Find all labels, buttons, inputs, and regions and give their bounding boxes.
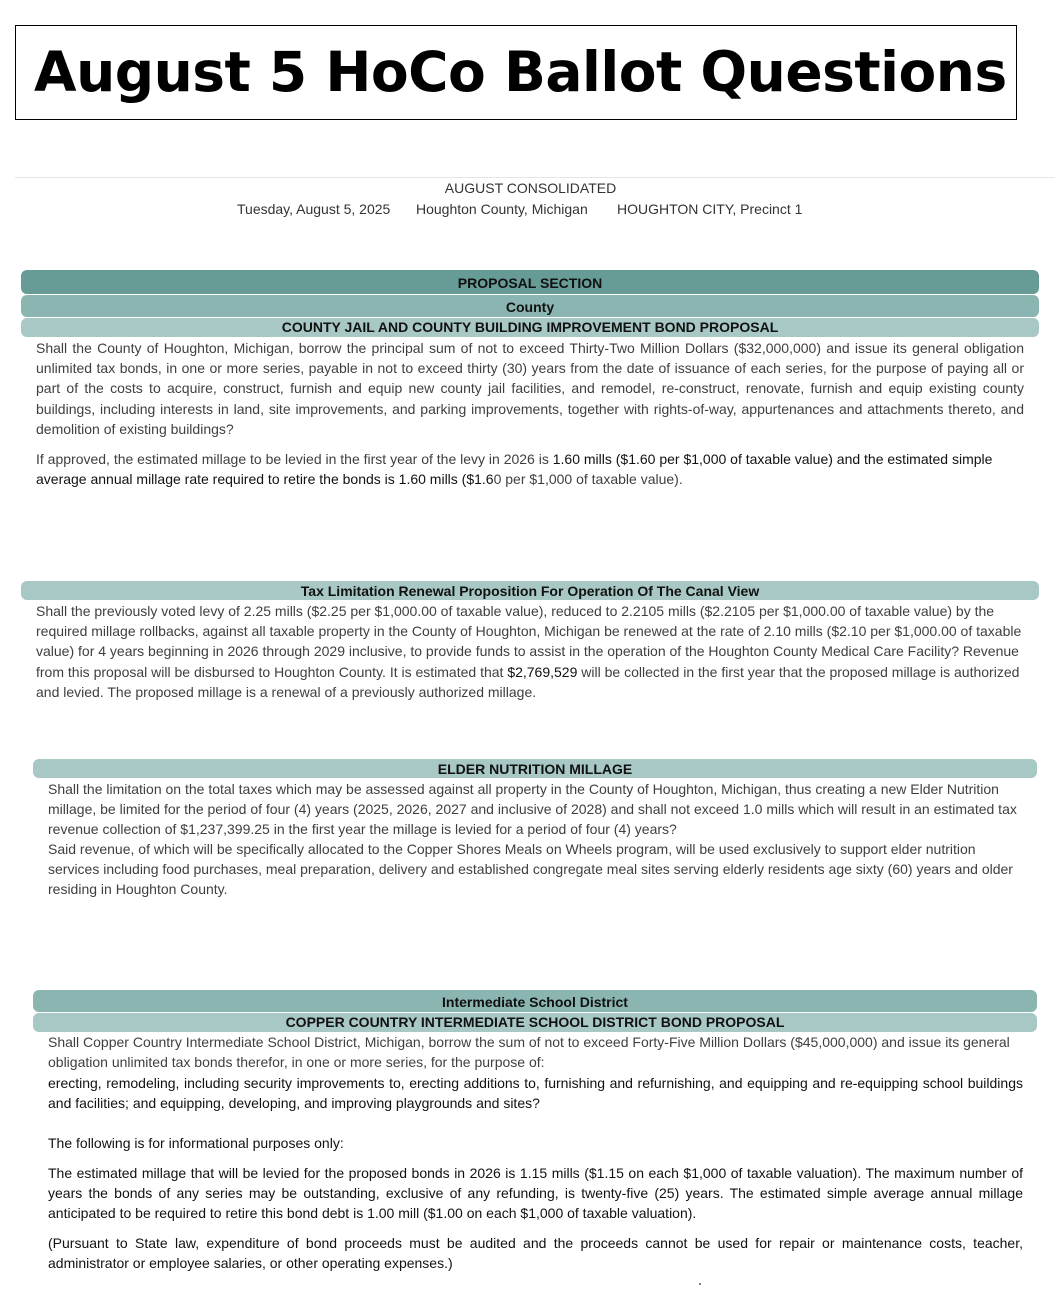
- isd-bond-text-1: Shall Copper Country Intermediate School District, Michigan, borrow the sum of not to exceed Forty-Five Million Dollars ($45,000,000) and issue its general obligation unlimited tax bonds therefor, in one or more series, for the purpose of:: [48, 1034, 1010, 1071]
- elder-nutrition-text-1: Shall the limitation on the total taxes which may be assessed against all property in the County of Houghton, Michigan, thus creating a new Elder Nutrition millage, be limited for the period of four (4) years (2025, 2026, 2027 and inclusive of 2028) and shall not exceed 1.0 mills which will result in an estimated tax revenue collection of $1,237,399.25 in the first year the millage is levied for a period of four (4) years?: [48, 781, 1017, 838]
- isd-bond-text-2: erecting, remodeling, including security improvements to, erecting additions to, furnishing and refurnishing, and equipping and re-equipping school buildings and facilities; and equipping, developing, and improving playgrounds and sites?: [48, 1075, 1023, 1112]
- isd-header: [33, 990, 1037, 1012]
- proposal-section-header: [21, 270, 1039, 294]
- election-name: AUGUST CONSOLIDATED: [444, 180, 617, 196]
- elder-nutrition-text-2: Said revenue, of which will be specifically allocated to the Copper Shores Meals on Wheels program, will be used exclusively to support elder nutrition services including food purchases, meal preparation, delivery and established congregate meal sites serving elderly residents age sixty (60) years and older residing in Houghton County.: [48, 841, 1013, 898]
- canal-view-amount: $2,769,529: [507, 663, 578, 680]
- jail-bond-question: Shall the County of Houghton, Michigan, borrow the principal sum of not to exceed Thirty-Two Million Dollars ($32,000,000) and issue its general obligation unlimited tax bonds, in one or more series, payable in not to exceed thirty (30) years from the date of issuance of each series, for the purpose of paying all or part of the costs to acquire, construct, furnish and equip new county jail facilities, and remodel, re-construct, renovate, furnish and equip existing county buildings, including interests in land, site improvements, and parking improvements, together with rights-of-way, appurtenances and attachments thereto, and demolition of existing buildings?: [36, 340, 1024, 437]
- county-label: County: [505, 299, 555, 315]
- divider: [15, 177, 1055, 178]
- isd-bond-text-4: (Pursuant to State law, expenditure of bond proceeds must be audited and the proceeds cannot be used for repair or maintenance costs, teacher, administrator or employee salaries, or other operating expenses.): [48, 1235, 1023, 1272]
- proposal-section-label: PROPOSAL SECTION: [457, 275, 603, 291]
- canal-view-text-a: Shall the previously voted levy of 2.25 mills ($2.25 per $1,000.00 of taxable value), reduced to 2.2105 mills ($2.2105 per $1,000.00 of taxable value) by the required millage rollbacks, against all taxable property in the County of Houghton, Michigan be renewed at the rate of 2.10 mills ($2.10 per $1,000.00 of taxable value) for 4 years beginning in 2026 through 2029 inclusive, to provide funds to assist in the operation of the Houghton County Medical Care Facility? Revenue from this proposal will be disbursed to Houghton County. It is estimated that: [36, 603, 1022, 680]
- elder-nutrition-title: ELDER NUTRITION MILLAGE: [437, 761, 633, 777]
- page-title: August 5 HoCo Ballot Questions: [34, 40, 1007, 104]
- election-county: Houghton County, Michigan: [416, 201, 588, 217]
- jail-bond-millage: [36, 449, 1028, 489]
- jail-bond-millage-c: 0 per $1,000 of taxable value).: [493, 471, 683, 488]
- election-precinct: HOUGHTON CITY, Precinct 1: [617, 201, 803, 217]
- canal-view-text: [36, 601, 1026, 702]
- isd-bond-info-label: The following is for informational purposes only:: [48, 1135, 344, 1151]
- canal-view-title: Tax Limitation Renewal Proposition For Operation Of The Canal View: [300, 583, 760, 599]
- isd-bond-header: [33, 1013, 1037, 1032]
- jail-bond-title: COUNTY JAIL AND COUNTY BUILDING IMPROVEMENT BOND PROPOSAL: [281, 319, 779, 335]
- elder-nutrition-header: [33, 759, 1037, 778]
- election-date: Tuesday, August 5, 2025: [237, 201, 391, 217]
- canal-view-text-b: will be collected in the first year that the proposed millage is authorized and levied. The proposed millage is a renewal of a previously authorized millage.: [36, 663, 1020, 700]
- county-header: [21, 295, 1039, 317]
- jail-bond-millage-b: 1.60 mills ($1.60 per $1,000 of taxable value) and the estimated simple average annual millage rate required to retire the bonds is 1.60 mills ($1.6: [36, 451, 993, 488]
- isd-bond-title: COPPER COUNTRY INTERMEDIATE SCHOOL DISTRICT BOND PROPOSAL: [285, 1014, 785, 1030]
- canal-view-header: [21, 581, 1039, 600]
- jail-bond-millage-a: If approved, the estimated millage to be levied in the first year of the levy in 2026 is: [36, 451, 553, 467]
- title-box: [15, 25, 1017, 120]
- jail-bond-header: [21, 318, 1039, 337]
- isd-bond-text-3: The estimated millage that will be levied for the proposed bonds in 2026 is 1.15 mills ($1.15 on each $1,000 of taxable valuation). The maximum number of years the bonds of any series may be outstanding, exclusive of any refunding, is twenty-five (25) years. The estimated simple average annual millage anticipated to be required to retire this bond debt is 1.00 mill ($1.00 on each $1,000 of taxable valuation).: [48, 1165, 1023, 1222]
- stray-dot: [699, 1283, 701, 1285]
- isd-label: Intermediate School District: [442, 994, 628, 1010]
